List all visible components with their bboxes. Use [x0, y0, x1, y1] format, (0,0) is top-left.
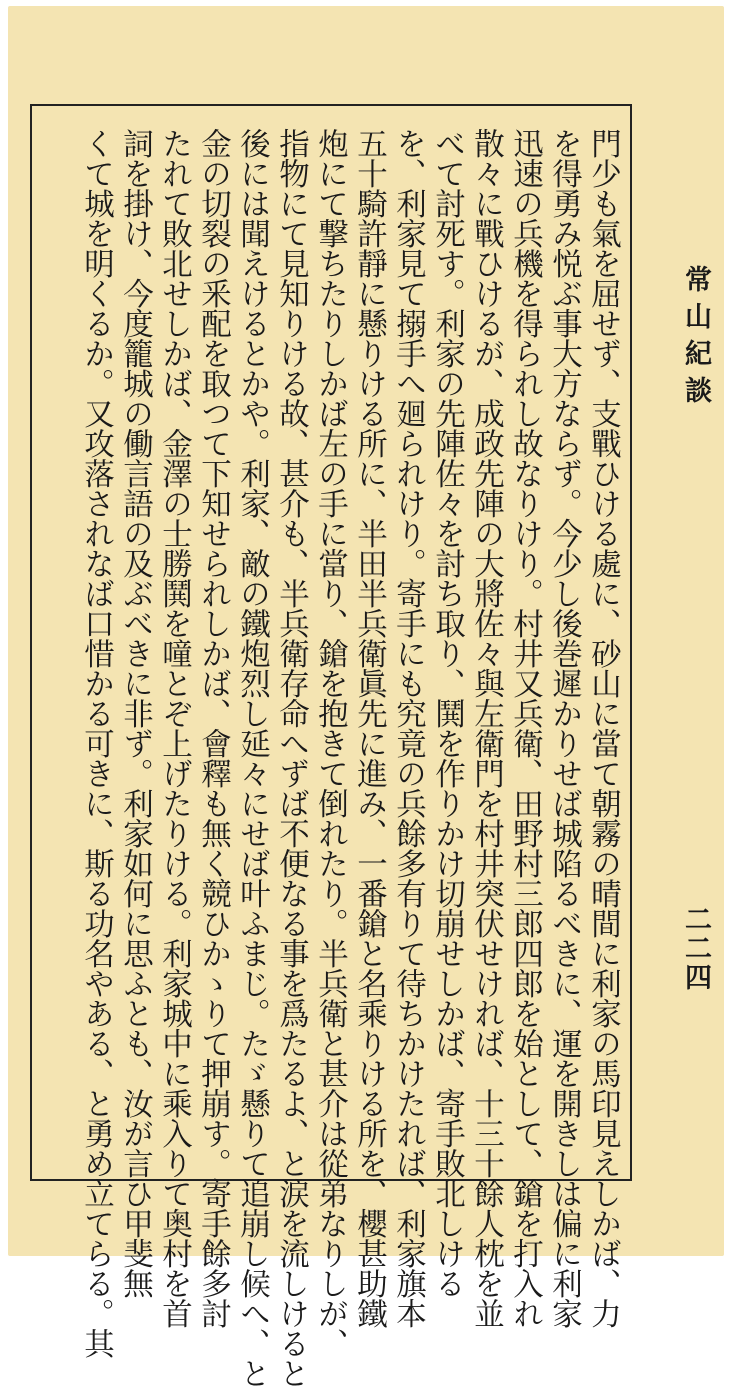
- text-line-14: くて城を明くるか。又攻落されなば口惜かる可きに、斯る功名やある、と勇め立てらる。其: [78, 128, 114, 1358]
- text-line-4: 散々に戰ひけるが、成政先陣の大將佐々與左衛門を村井突伏せければ、十三十餘人枕を並: [468, 128, 504, 1328]
- text-line-2: を得勇み悦ぶ事大方ならず。今少し後巻遲かりせば城陷るべきに、運を開きしは偏に利家: [546, 128, 582, 1328]
- text-line-10: 後には聞えけるとかや。利家、敵の鐵炮烈し延々にせば叶ふまじ。たゞ懸りて追崩し候へ、と: [234, 128, 270, 1388]
- text-line-9: 指物にて見知りける故、甚介も、半兵衛存命へずば不便なる事を爲たるよ、と涙を流しけると: [273, 128, 309, 1388]
- text-line-5: べて討死す。利家の先陣佐々を討ち取り、鬨を作りかけ切崩せしかば、寄手敗北しける: [429, 128, 465, 1298]
- text-line-13: 詞を掛け、今度籠城の働言語の及ぶべきに非ず。利家如何に思ふとも、汝が言ひ甲斐無: [117, 128, 153, 1298]
- text-line-7: 五十騎許靜に懸りける所に、半田半兵衛眞先に進み、一番鎗と名乘りける所を、櫻甚助鐵: [351, 128, 387, 1328]
- text-line-6: を、利家見て搦手へ廻られけり。寄手にも究竟の兵餘多有りて待ちかけたれば、利家旗本: [390, 128, 426, 1328]
- text-line-12: たれて敗北せしかば、金澤の士勝鬨を噇とぞ上げたりける。利家城中に乘入りて奥村を首: [156, 128, 192, 1328]
- text-line-3: 迅速の兵機を得られし故なりけり。村井又兵衛、田野村三郎四郎を始として、鎗を打入れ: [507, 128, 543, 1328]
- page-number: 二二四: [680, 905, 711, 992]
- text-line-1: 門少も氣を屈せず、支戰ひける處に、砂山に當て朝霧の晴間に利家の馬印見えしかば、力: [585, 128, 621, 1328]
- text-line-8: 炮にて撃ちたりしかば左の手に當り、鎗を抱きて倒れたり。半兵衛と甚介は從弟なりしが、: [312, 128, 348, 1358]
- running-header-title: 常山紀談: [680, 265, 711, 413]
- text-line-11: 金の切裂の釆配を取つて下知せられしかば、會釋も無く競ひかゝりて押崩す。寄手餘多討: [195, 128, 231, 1328]
